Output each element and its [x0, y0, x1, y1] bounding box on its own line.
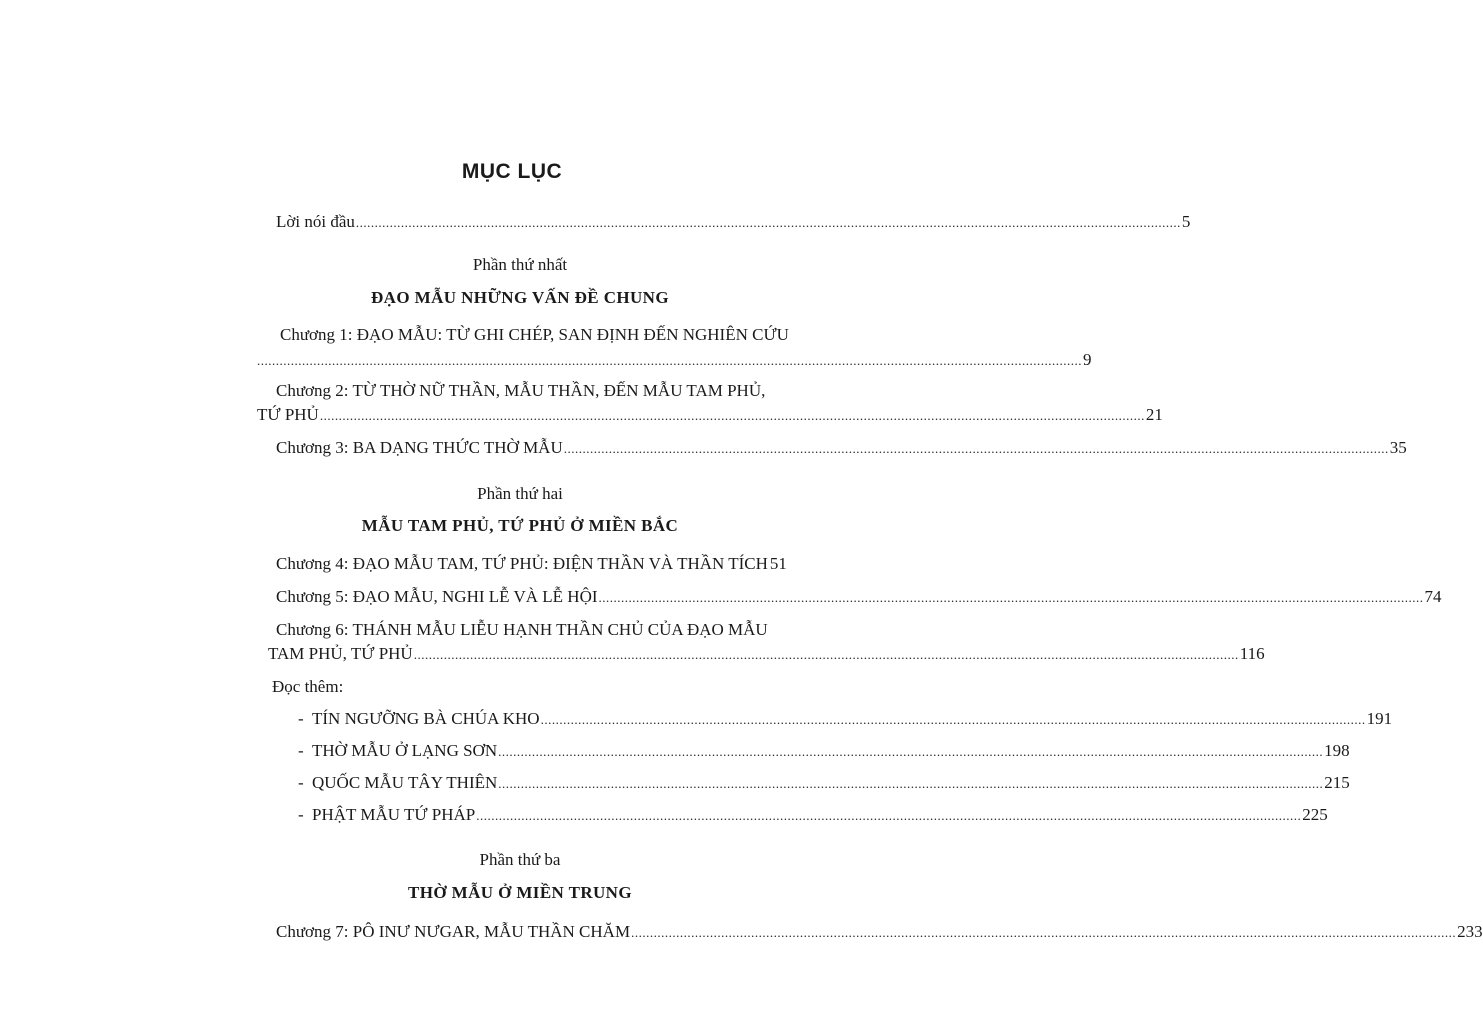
toc-entry-label: Chương 7: PÔ INƯ NƯGAR, MẪU THẦN CHĂM: [276, 922, 631, 941]
part-label: Phần thứ hai: [477, 484, 563, 503]
bullet-dash: -: [298, 709, 304, 728]
toc-entry-chapter-2-cont: [257, 405, 1163, 426]
toc-entry-preface: [276, 212, 1191, 233]
bullet-dash: -: [298, 741, 304, 760]
further-reading-item: [298, 805, 1328, 826]
bullet-dash: -: [298, 805, 304, 824]
toc-entry-label: TÍN NGƯỠNG BÀ CHÚA KHO: [312, 709, 540, 728]
further-reading-label: Đọc thêm:: [272, 677, 344, 696]
toc-entry-page: 225: [1302, 805, 1328, 824]
part-label: Phần thứ ba: [479, 850, 561, 869]
dot-leader: ............................................................................................................................................................................................................................: [476, 808, 1302, 823]
toc-entry-chapter-1-leader: [257, 350, 1092, 371]
toc-entry-chapter-1: [280, 325, 789, 345]
toc-entry-chapter-3: [276, 438, 1407, 459]
toc-entry-label: Chương 1: ĐẠO MẪU: TỪ GHI CHÉP, SAN ĐỊNH ĐẾN NGHIÊN CỨU: [280, 325, 789, 344]
toc-entry-page: 215: [1324, 773, 1350, 792]
toc-entry-page: 21: [1145, 405, 1163, 424]
dot-leader: ............................................................................................................................................................................................................................: [355, 215, 1181, 230]
toc-entry-label: TỨ PHỦ: [257, 405, 319, 424]
toc-entry-label: Chương 2: TỪ THỜ NỮ THẦN, MẪU THẦN, ĐẾN MẪU TAM PHỦ,: [276, 381, 766, 400]
toc-entry-page: 74: [1424, 587, 1442, 606]
toc-entry-chapter-5: [276, 587, 1442, 608]
toc-entry-label: THỜ MẪU Ở LẠNG SƠN: [312, 741, 498, 760]
toc-title: MỤC LỤC: [461, 160, 563, 183]
toc-entry-label: PHẬT MẪU TỨ PHÁP: [312, 805, 476, 824]
dot-leader: ............................................................................................................................................................................................................................: [498, 744, 1324, 759]
part-label: Phần thứ nhất: [472, 255, 568, 274]
toc-entry-page: 51: [769, 554, 787, 573]
dot-leader: ............................................................................................................................................................................................................................: [319, 408, 1145, 423]
toc-entry-page: 191: [1366, 709, 1393, 728]
dot-leader: ............................................................................................................................................................................................................................: [563, 441, 1389, 456]
toc-entry-page: 116: [1239, 644, 1265, 663]
toc-entry-chapter-6-cont: [268, 644, 1265, 665]
bullet-dash: -: [298, 773, 304, 792]
toc-entry-label: Chương 6: THÁNH MẪU LIỄU HẠNH THẦN CHỦ CỦA ĐẠO MẪU: [276, 620, 768, 639]
toc-entry-label: Chương 5: ĐẠO MẪU, NGHI LỄ VÀ LỄ HỘI: [276, 587, 598, 606]
dot-leader: ............................................................................................................................................................................................................................: [498, 776, 1324, 791]
dot-leader: ............................................................................................................................................................................................................................: [598, 590, 1424, 605]
part-title: ĐẠO MẪU NHỮNG VẤN ĐỀ CHUNG: [371, 288, 669, 307]
toc-entry-page: 35: [1389, 438, 1407, 457]
toc-entry-label: Chương 4: ĐẠO MẪU TAM, TỨ PHỦ: ĐIỆN THẦN VÀ THẦN TÍCH: [276, 554, 768, 573]
further-reading-item: [298, 773, 1350, 794]
part-title: THỜ MẪU Ở MIỀN TRUNG: [408, 883, 632, 902]
toc-entry-page: 198: [1324, 741, 1350, 760]
toc-entry-label: Chương 3: BA DẠNG THỨC THỜ MẪU: [276, 438, 563, 457]
toc-entry-chapter-4: [276, 554, 787, 575]
dot-leader: ............................................................................................................................................................................................................................: [413, 647, 1239, 662]
further-reading-item: [298, 709, 1393, 730]
dot-leader: ............................................................................................................................................................................................................................: [257, 353, 1082, 368]
part-title: MẪU TAM PHỦ, TỨ PHỦ Ở MIỀN BẮC: [361, 516, 679, 535]
toc-entry-chapter-7: [276, 922, 1483, 943]
toc-entry-chapter-2: [276, 381, 778, 401]
toc-entry-label: QUỐC MẪU TÂY THIÊN: [312, 773, 498, 792]
toc-entry-page: 233: [1457, 922, 1483, 941]
toc-entry-chapter-6: [276, 620, 778, 640]
dot-leader: ............................................................................................................................................................................................................................: [631, 925, 1457, 940]
dot-leader: ............................................................................................................................................................................................................................: [540, 712, 1366, 727]
further-reading-item: [298, 741, 1350, 762]
toc-entry-label: Lời nói đầu: [276, 212, 355, 231]
toc-entry-label: TAM PHỦ, TỨ PHỦ: [268, 644, 413, 663]
toc-entry-page: 5: [1181, 212, 1191, 231]
toc-entry-page: 9: [1083, 350, 1092, 369]
